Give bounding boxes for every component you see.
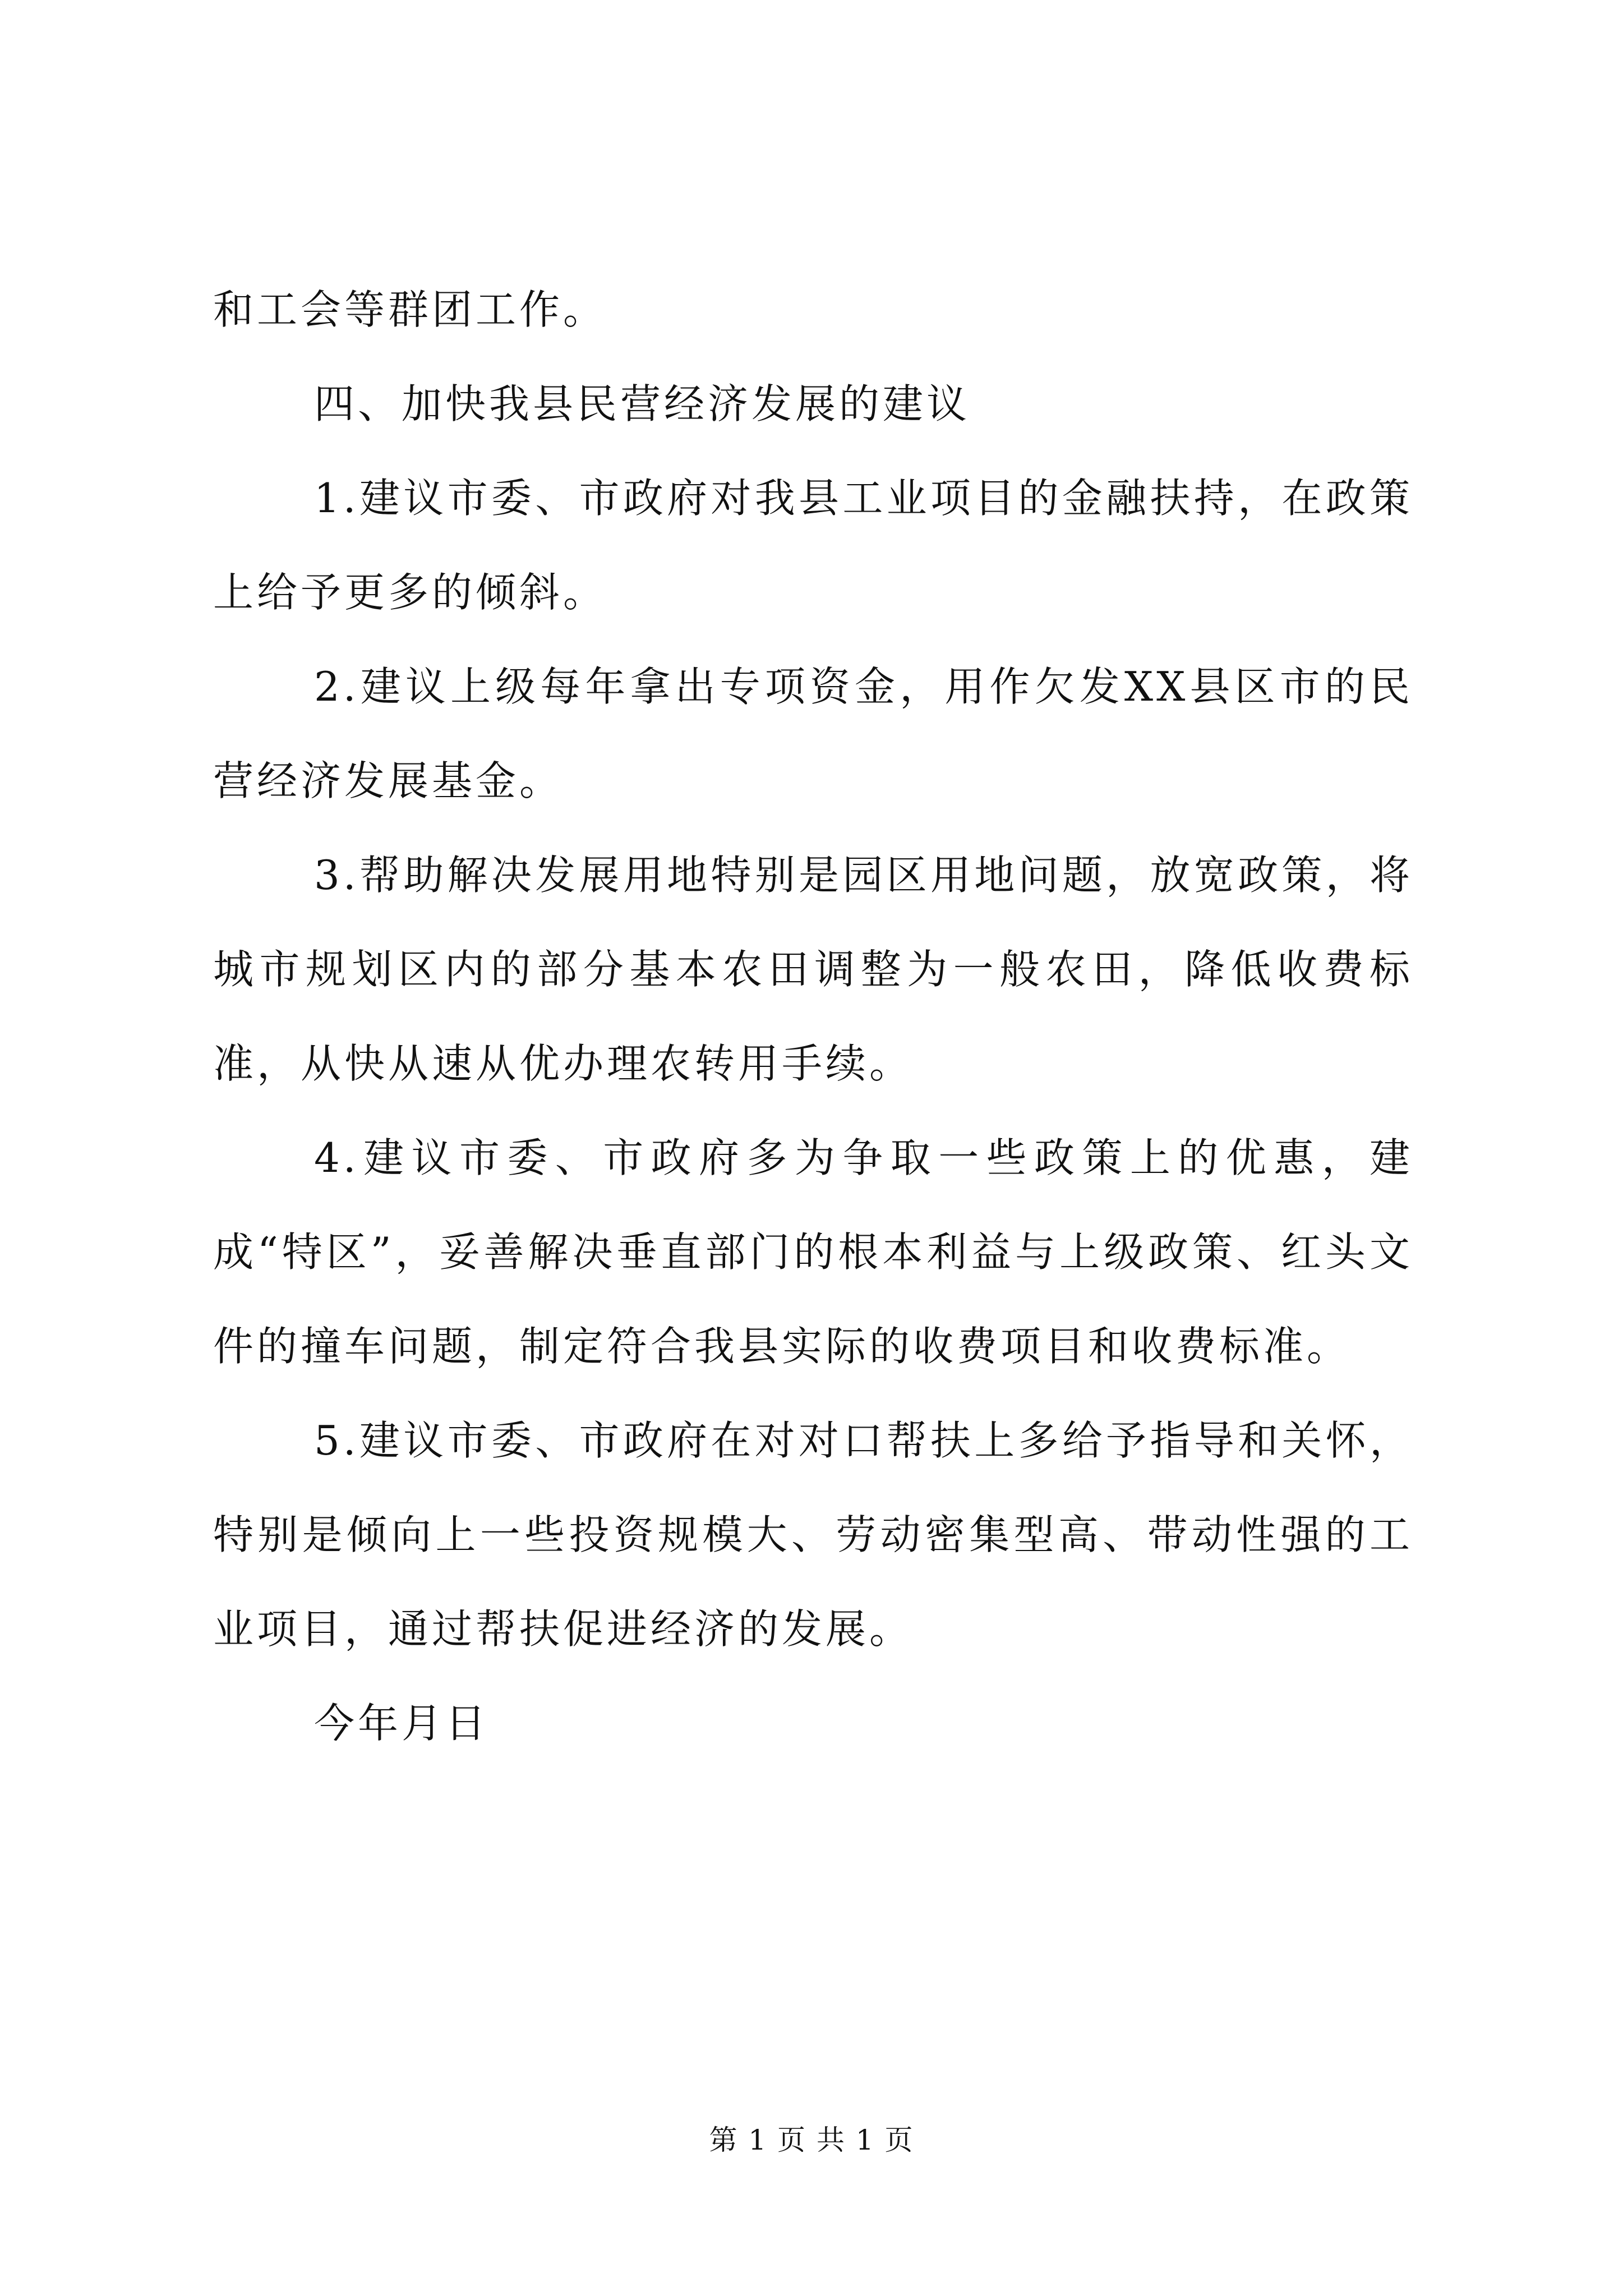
section-heading: 四、加快我县民营经济发展的建议 xyxy=(314,380,971,427)
suggestion-item-2: 2.建议上级每年拿出专项资金，用作欠发XX县区市的民营经济发展基金。 xyxy=(213,663,1413,804)
suggestion-item-4: 4.建议市委、市政府多为争取一些政策上的优惠，建成“特区”，妥善解决垂直部门的根本利益与上级政策、红头文件的撞车问题，制定符合我县实际的收费项目和收费标准。 xyxy=(213,1134,1413,1370)
date-line: 今年月日 xyxy=(314,1700,490,1747)
suggestion-item-1: 1.建议市委、市政府对我县工业项目的金融扶持，在政策上给予更多的倾斜。 xyxy=(213,475,1413,616)
suggestion-item-5: 5.建议市委、市政府在对对口帮扶上多给予指导和关怀，特别是倾向上一些投资规模大、劳动密集型高、带动性强的工业项目，通过帮扶促进经济的发展。 xyxy=(213,1417,1413,1653)
page-footer: 第 1 页 共 1 页 xyxy=(709,2124,914,2156)
document-body xyxy=(213,263,1413,1770)
paragraph-continuation: 和工会等群团工作。 xyxy=(213,286,607,333)
suggestion-item-3: 3.帮助解决发展用地特别是园区用地问题，放宽政策，将城市规划区内的部分基本农田调整为一般农田，降低收费标准，从快从速从优办理农转用手续。 xyxy=(213,852,1413,1087)
